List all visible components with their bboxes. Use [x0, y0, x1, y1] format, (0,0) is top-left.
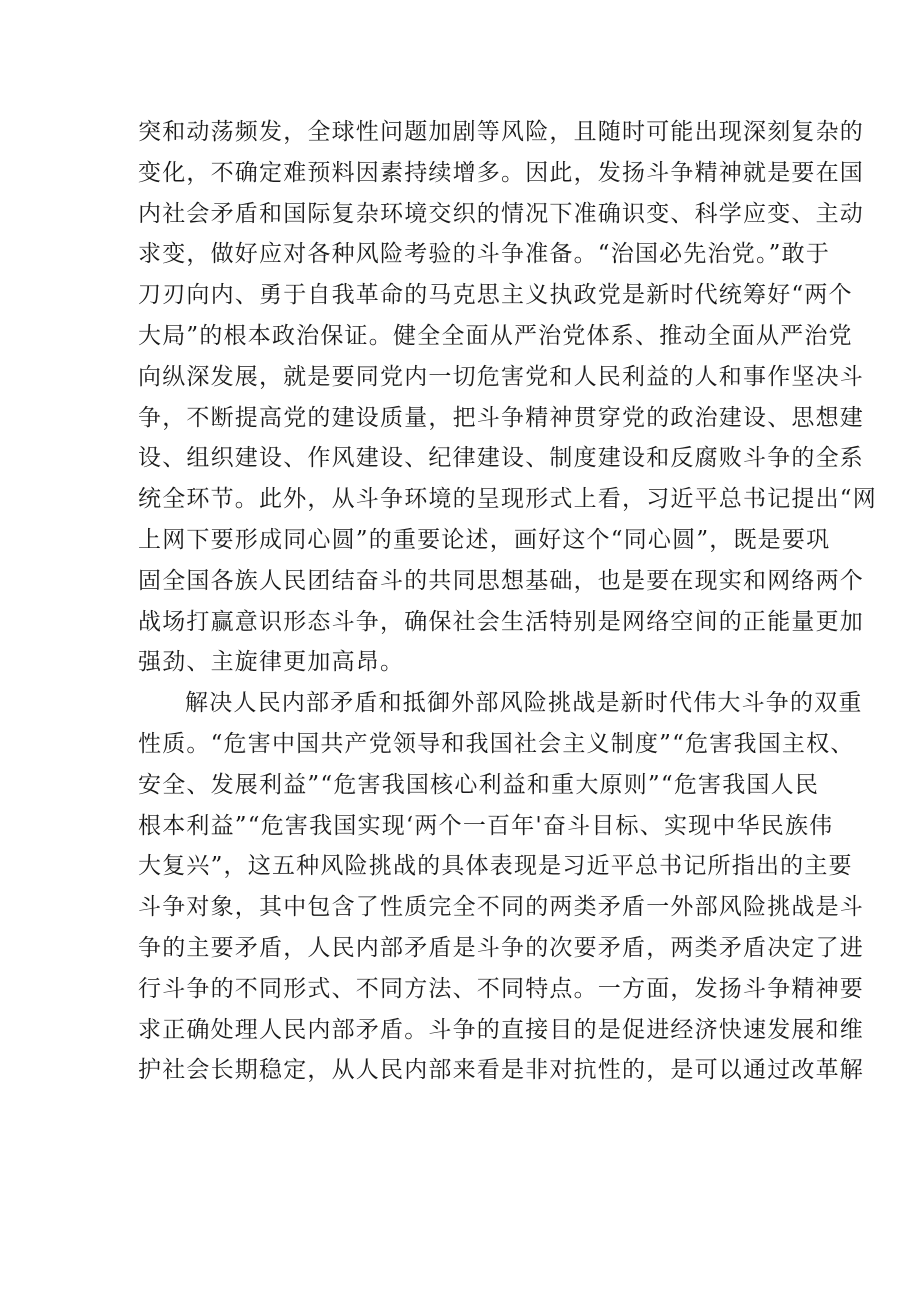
- text-line: 根本利益”“危害我国实现‘两个一百年'奋斗目标、实现中华民族伟: [138, 812, 834, 839]
- text-line: 安全、发展利益”“危害我国核心利益和重大原则”“危害我国人民: [138, 771, 820, 798]
- text-line: 性质。“危害中国共产党领导和我国社会主义制度”“危害我国主权、: [138, 730, 855, 757]
- text-line: 向纵深发展，就是要同党内一切危害党和人民利益的人和事作坚决斗: [138, 363, 864, 390]
- text-line: 内社会矛盾和国际复杂环境交织的情况下准确识变、科学应变、主动: [138, 200, 864, 227]
- text-line: 争的主要矛盾，人民内部矛盾是斗争的次要矛盾，两类矛盾决定了进: [138, 934, 864, 961]
- text-line: 固全国各族人民团结奋斗的共同思想基础，也是要在现实和网络两个: [138, 567, 864, 594]
- text-line: 大复兴”，这五种风险挑战的具体表现是习近平总书记所指出的主要: [138, 853, 853, 880]
- text-line: 刀刃向内、勇于自我革命的马克思主义执政党是新时代统筹好“两个: [138, 282, 853, 309]
- text-line: 求变，做好应对各种风险考验的斗争准备。“治国必先治党。”敢于: [138, 241, 831, 268]
- text-line: 大局”的根本政治保证。健全全面从严治党体系、推动全面从严治党: [138, 322, 853, 349]
- text-line: 统全环节。此外，从斗争环境的呈现形式上看，习近平总书记提出“网: [138, 486, 877, 513]
- text-line: 护社会长期稳定，从人民内部来看是非对抗性的，是可以通过改革解: [138, 1057, 864, 1084]
- text-line: 变化，不确定难预料因素持续增多。因此，发扬斗争精神就是要在国: [138, 159, 864, 186]
- text-line: 求正确处理人民内部矛盾。斗争的直接目的是促进经济快速发展和维: [138, 1016, 864, 1043]
- text-line: 行斗争的不同形式、不同方法、不同特点。一方面，发扬斗争精神要: [138, 975, 864, 1002]
- text-line: 争，不断提高党的建设质量，把斗争精神贯穿党的政治建设、思想建: [138, 404, 864, 431]
- text-line: 斗争对象，其中包含了性质完全不同的两类矛盾一外部风险挑战是斗: [138, 894, 864, 921]
- text-line: 上网下要形成同心圆”的重要论述，画好这个“同心圆”，既是要巩: [138, 526, 831, 553]
- text-line: 突和动荡频发，全球性问题加剧等风险，且随时可能出现深刻复杂的: [138, 119, 864, 145]
- document-body: [138, 112, 877, 1091]
- text-line: 解决人民内部矛盾和抵御外部风险挑战是新时代伟大斗争的双重: [185, 690, 863, 717]
- text-line: 设、组织建设、作风建设、纪律建设、制度建设和反腐败斗争的全系: [138, 445, 864, 472]
- text-line: 强劲、主旋律更加高昂。: [138, 649, 405, 676]
- text-line: 战场打赢意识形态斗争，确保社会生活特别是网络空间的正能量更加: [138, 608, 864, 635]
